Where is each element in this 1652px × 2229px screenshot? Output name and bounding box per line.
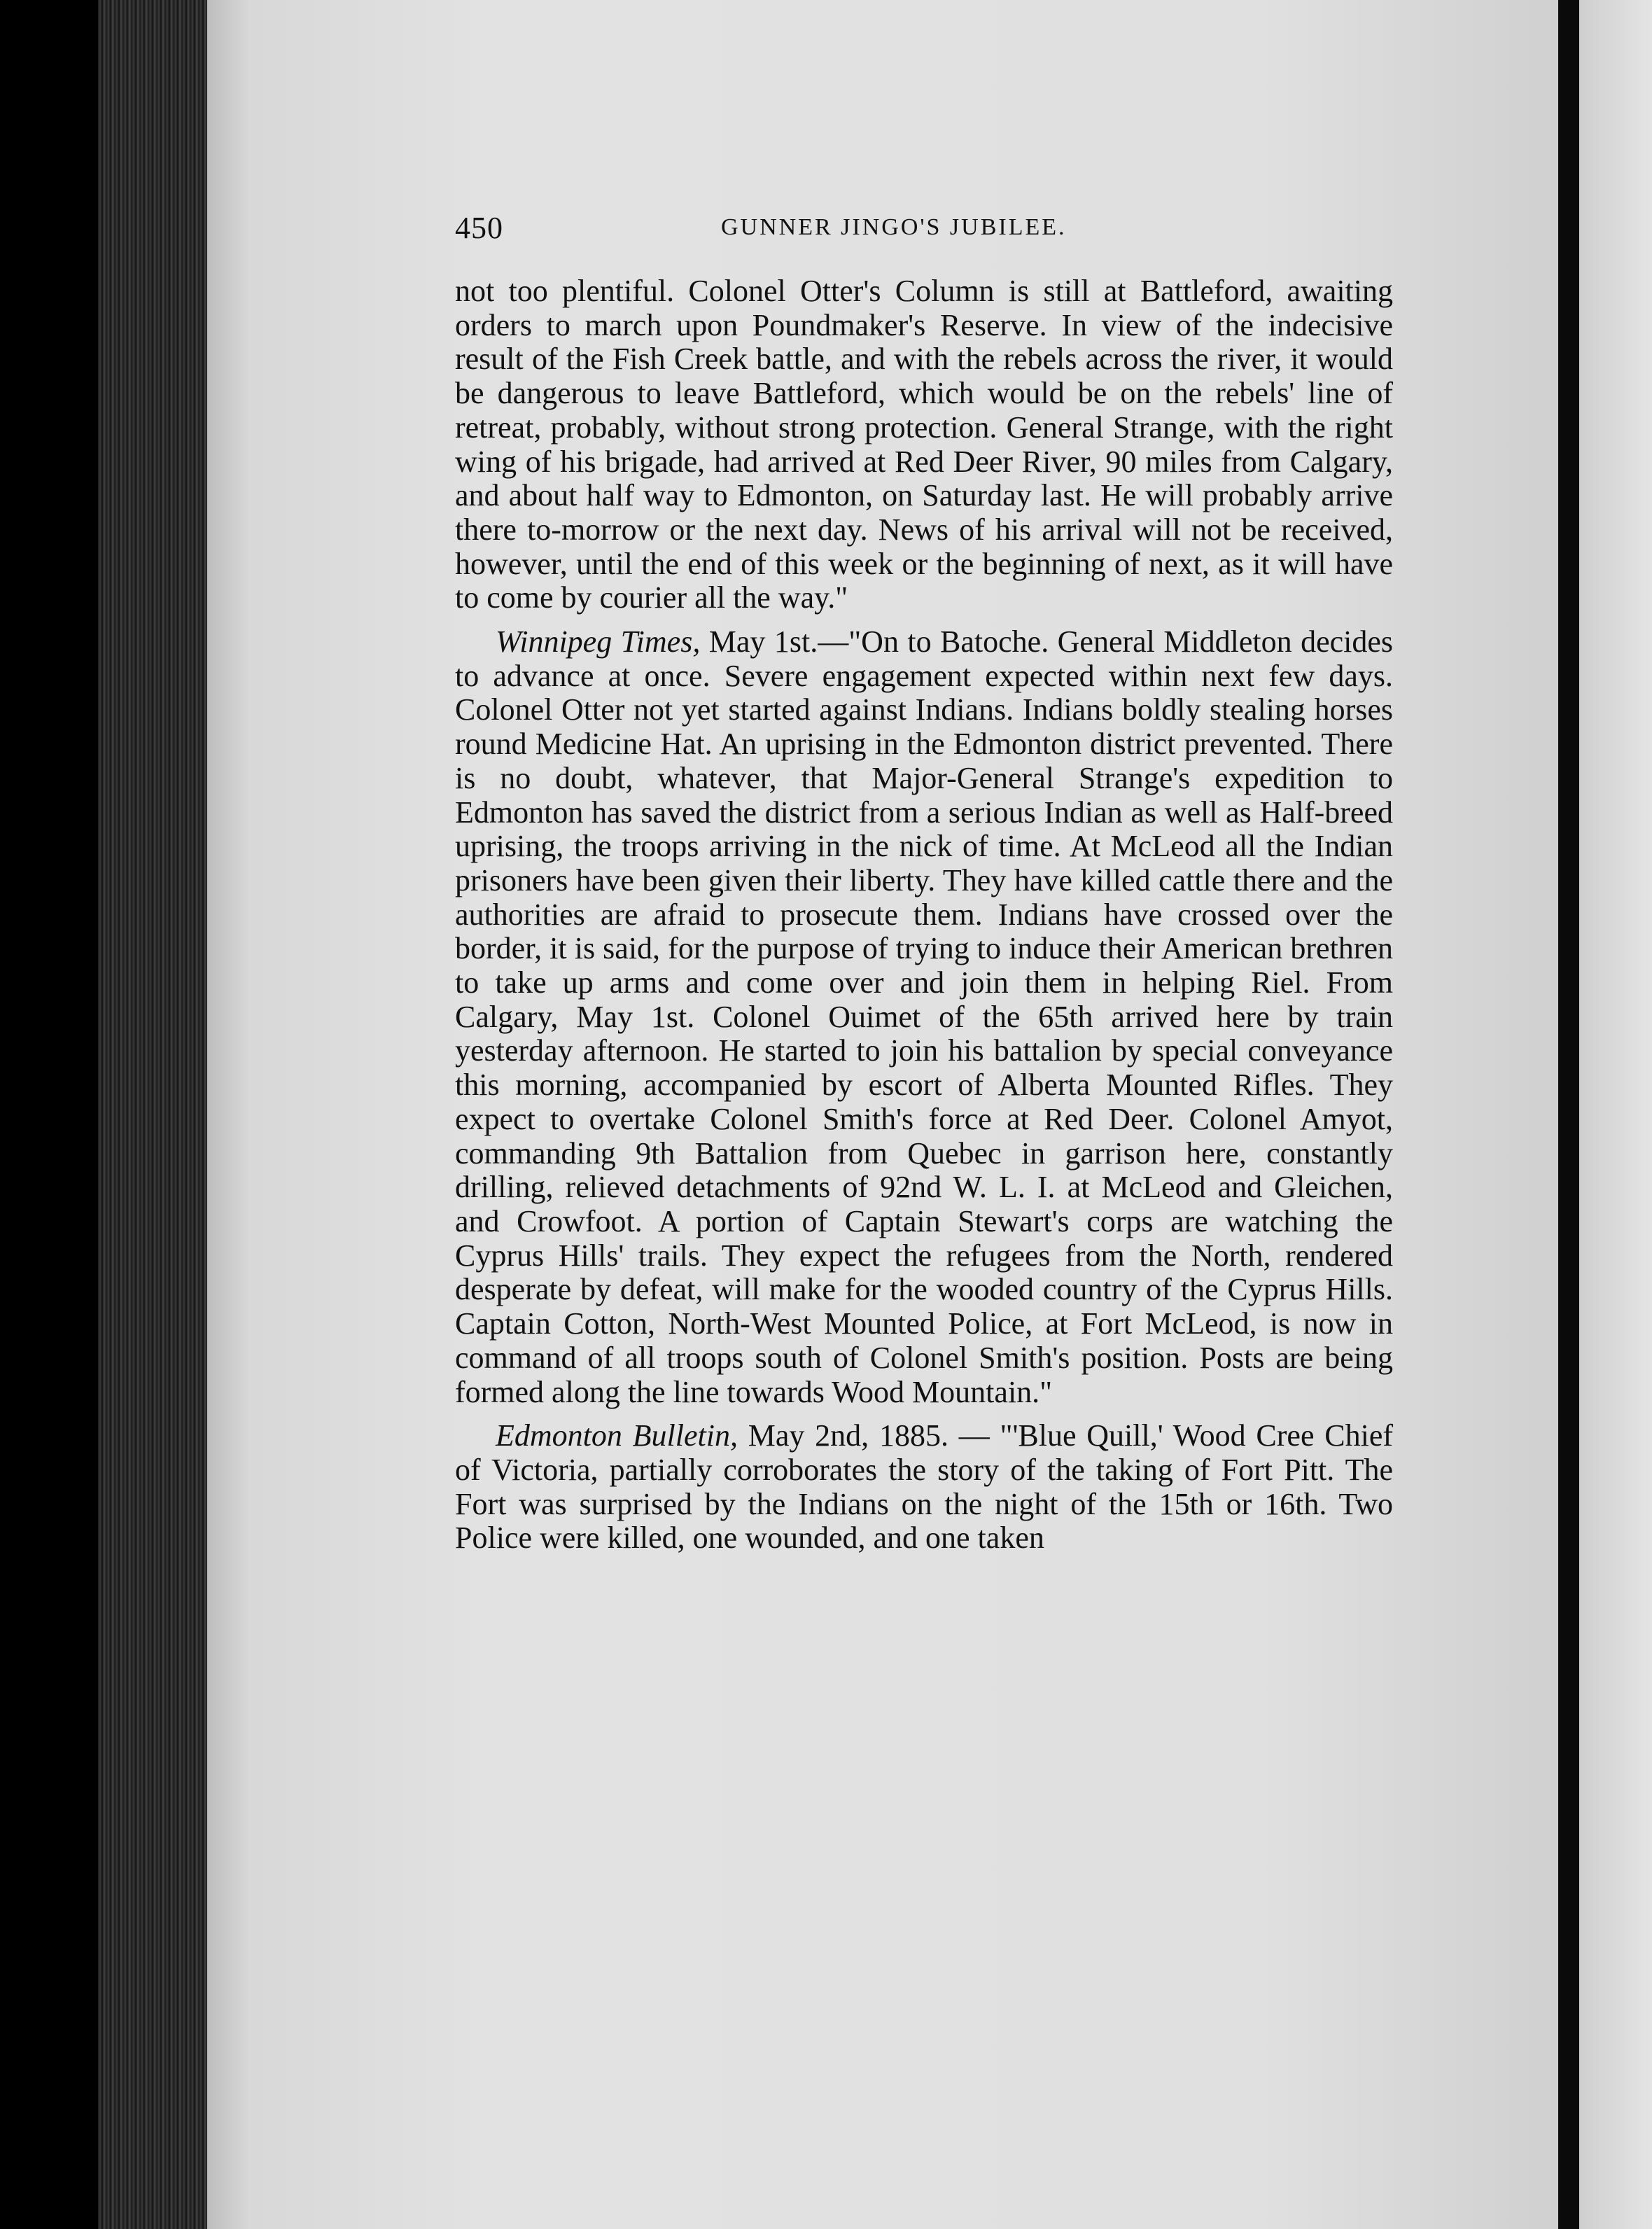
- gutter-shadow: [1558, 0, 1579, 2229]
- page-number: 450: [455, 211, 503, 245]
- paragraph-3: [455, 1419, 1393, 1556]
- paragraph-text: not too plentiful. Colonel Otter's Column is still at Battleford, awaiting orders to march upon Poundmaker's Reserve. In view of the indecisive result of the Fish Creek battle, and with the rebels across the river, it would be dangerous to leave Battleford, which would be on the rebels' line of retreat, probably, without strong protection. General Strange, with the right wing of his brigade, had arrived at Red Deer River, 90 miles from Calgary, and about half way to Edmonton, on Saturday last. He will probably arrive there to-morrow or the next day. News of his arrival will not be received, however, until the end of this week or the beginning of next, as it will have to come by courier all the way.": [455, 274, 1393, 615]
- running-title: GUNNER JINGO'S JUBILEE.: [721, 214, 1067, 240]
- paragraph-1: [455, 274, 1393, 615]
- paragraph-2: [455, 625, 1393, 1409]
- facing-page-edge: [1579, 0, 1652, 2229]
- source-citation: Edmonton Bulletin,: [496, 1418, 738, 1453]
- book-page-edges: [98, 0, 210, 2229]
- source-citation: Winnipeg Times,: [496, 624, 701, 659]
- paragraph-text: May 1st.—"On to Batoche. General Middleton decides to advance at once. Severe engagement expected within next few days. Colonel Otter not yet started against Indians. Indians boldly stealing horses round Medicine Hat. An uprising in the Edmonton district prevented. There is no doubt, whatever, that Major-General Strange's expedition to Edmonton has saved the district from a serious Indian as well as Half-breed uprising, the troops arriving in the nick of time. At McLeod all the Indian prisoners have been given their liberty. They have killed cattle there and the authorities are afraid to prosecute them. Indians have crossed over the border, it is said, for the purpose of trying to induce their American brethren to take up arms and come over and join them in helping Riel. From Calgary, May 1st. Colonel Ouimet of the 65th arrived here by train yesterday afternoon. He started to join his battalion by special conveyance this morning, accompanied by escort of Alberta Mounted Rifles. They expect to overtake Colonel Smith's force at Red Deer. Colonel Amyot, commanding 9th Battalion from Quebec in garrison here, constantly drilling, relieved detachments of 92nd W. L. I. at McLeod and Gleichen, and Crowfoot. A portion of Captain Stewart's corps are watching the Cyprus Hills' trails. They expect the refugees from the North, rendered desperate by defeat, will make for the wooded country of the Cyprus Hills. Captain Cotton, North-West Mounted Police, at Fort McLeod, is now in command of all troops south of Colonel Smith's position. Posts are being formed along the line towards Wood Mountain.": [455, 624, 1394, 1409]
- paragraph-text: May 2nd, 1885. — "'Blue Quill,' Wood Cree Chief of Victoria, partially corroborates the story of the taking of Fort Pitt. The Fort was surprised by the Indians on the night of the 15th or 16th. Two Police were killed, one wounded, and one taken: [455, 1418, 1394, 1556]
- body-text: [455, 274, 1393, 1556]
